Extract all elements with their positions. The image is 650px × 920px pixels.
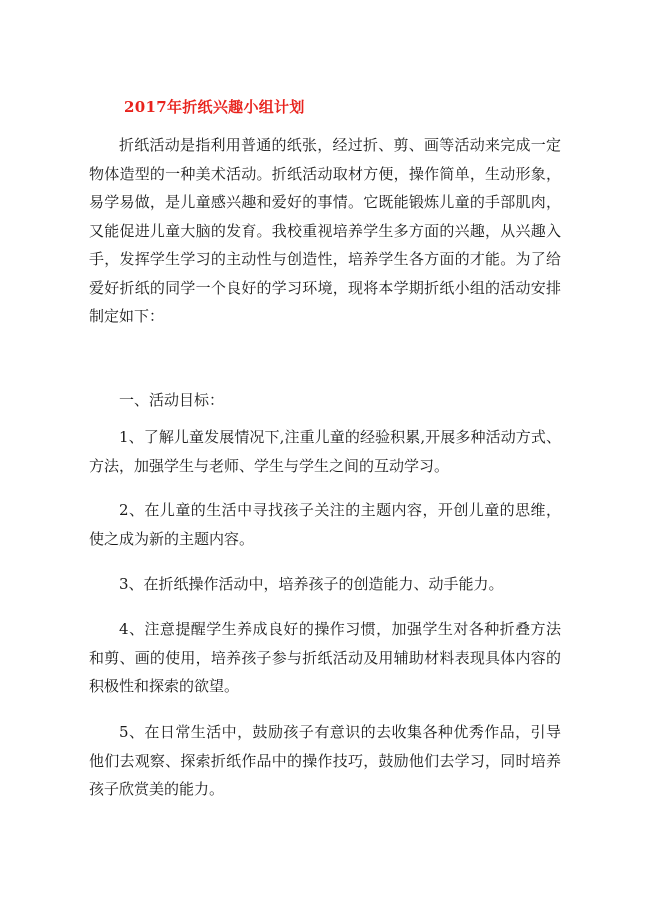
section-heading-goals: 一、活动目标：	[119, 391, 225, 409]
goal-item-2: 2、在儿童的生活中寻找孩子关注的主题内容，开创儿童的思维，使之成为新的主题内容。	[89, 501, 561, 548]
goal-item-3: 3、在折纸操作活动中，培养孩子的创造能力、动手能力。	[119, 575, 504, 593]
document-title: 2017年折纸兴趣小组计划	[124, 98, 305, 116]
goal-item-5: 5、在日常生活中，鼓励孩子有意识的去收集各种优秀作品，引导他们去观察、探索折纸作品中的操作技巧，鼓励他们去学习，同时培养孩子欣赏美的能力。	[89, 723, 561, 798]
intro-paragraph: 折纸活动是指利用普通的纸张，经过折、剪、画等活动来完成一定物体造型的一种美术活动。折纸活动取材方便，操作简单，生动形象，易学易做，是儿童感兴趣和爱好的事情。它既能锻炼儿童的手部肌肉，又能促进儿童大脑的发育。我校重视培养学生多方面的兴趣，从兴趣入手，发挥学生学习的主动性与创造性，培养学生各方面的才能。为了给爱好折纸的同学一个良好的学习环境，现将本学期折纸小组的活动安排制定如下：	[89, 136, 561, 325]
goal-item-4: 4、注意提醒学生养成良好的操作习惯，加强学生对各种折叠方法和剪、画的使用，培养孩子参与折纸活动及用辅助材料表现具体内容的积极性和探索的欲望。	[89, 620, 561, 695]
goal-item-1: 1、了解儿童发展情况下,注重儿童的经验积累,开展多种活动方式、方法，加强学生与老师、学生与学生之间的互动学习。	[89, 428, 561, 475]
